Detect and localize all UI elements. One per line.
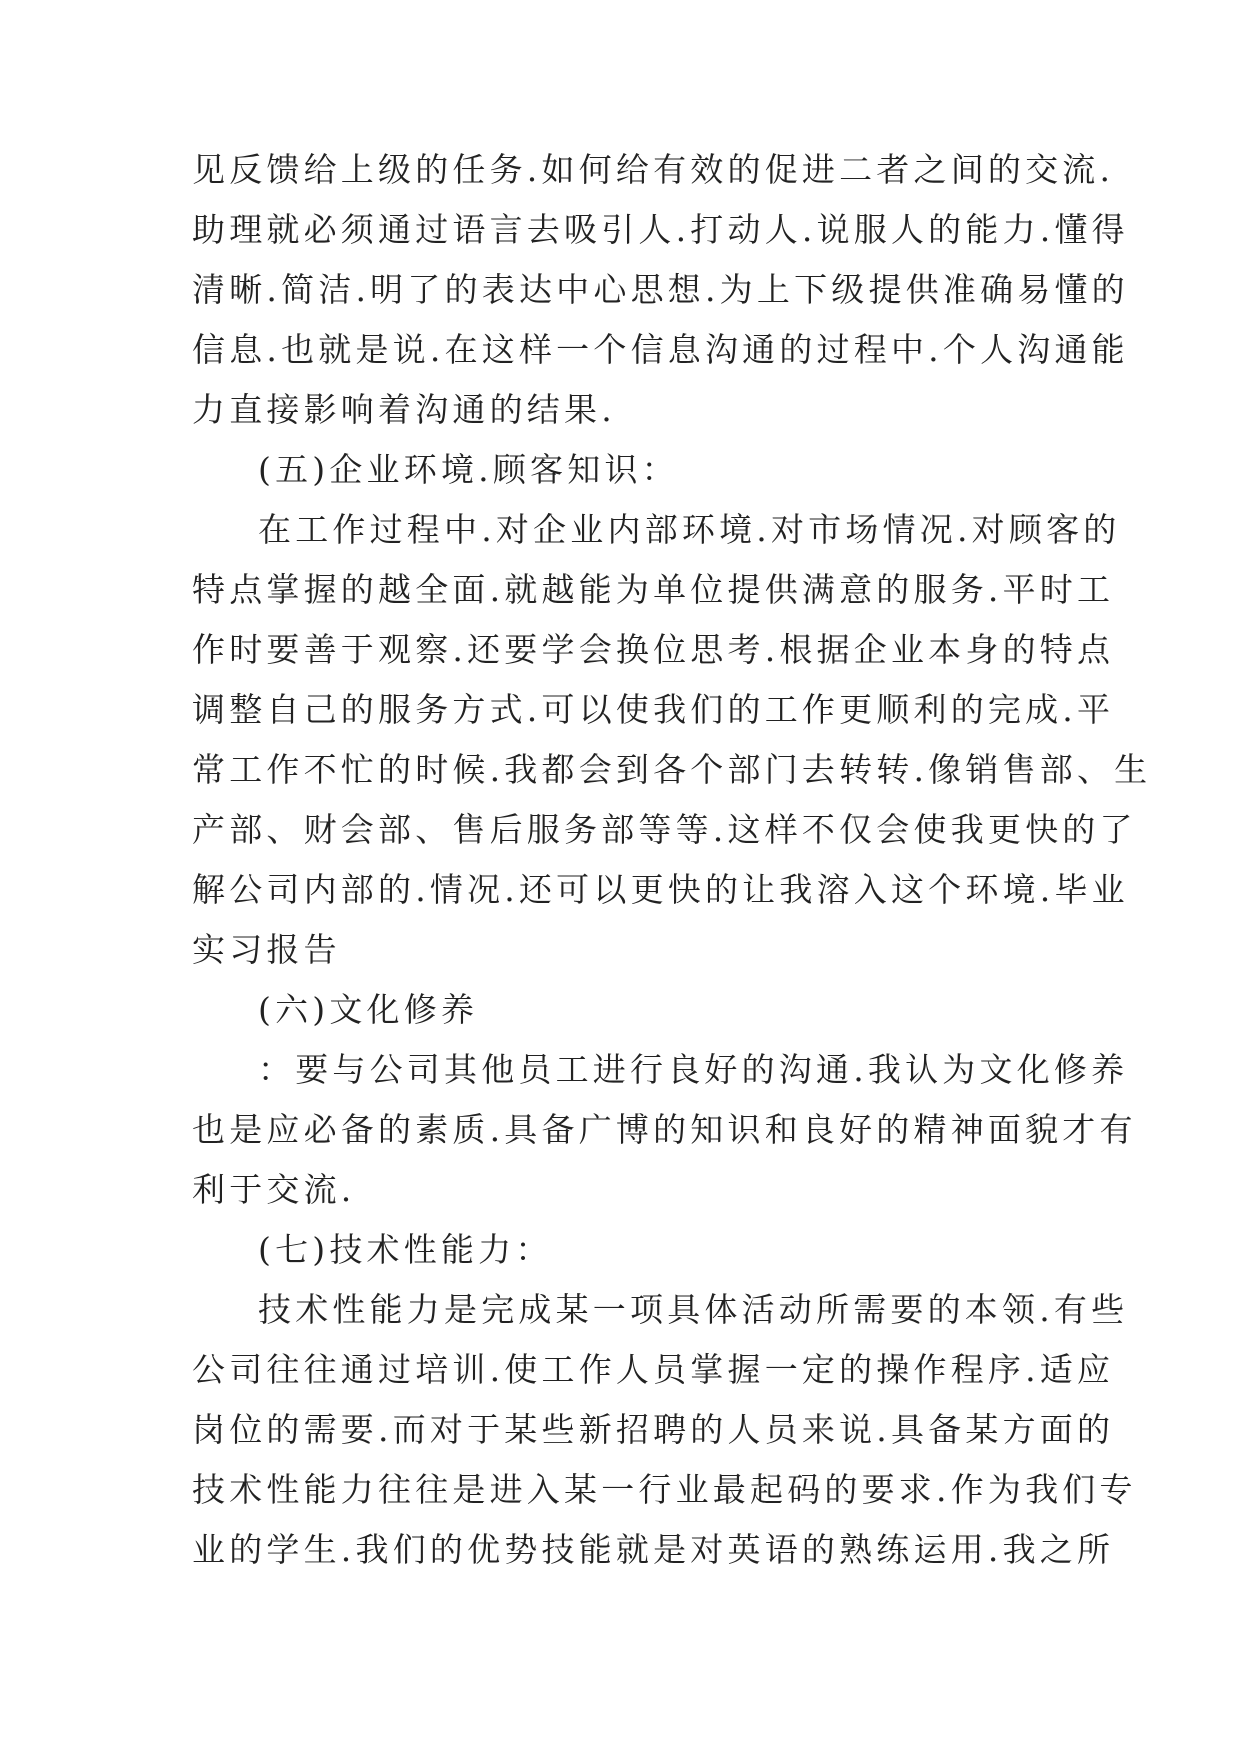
document-line: 解公司内部的.情况.还可以更快的让我溶入这个环境.毕业 — [192, 870, 1129, 909]
document-line: 利于交流. — [192, 1170, 356, 1209]
document-line: 常工作不忙的时候.我都会到各个部门去转转.像销售部、生 — [192, 750, 1152, 789]
document-line: 技术性能力往往是进入某一行业最起码的要求.作为我们专 — [192, 1470, 1137, 1509]
document-line: 见反馈给上级的任务.如何给有效的促进二者之间的交流. — [192, 150, 1115, 189]
document-line: 清晰.简洁.明了的表达中心思想.为上下级提供准确易懂的 — [192, 270, 1129, 309]
document-line: 技术性能力是完成某一项具体活动所需要的本领.有些 — [258, 1290, 1129, 1329]
document-line: 作时要善于观察.还要学会换位思考.根据企业本身的特点 — [192, 630, 1115, 669]
document-body — [192, 140, 1152, 1580]
document-line: 公司往往通过培训.使工作人员掌握一定的操作程序.适应 — [192, 1350, 1115, 1389]
document-line: 在工作过程中.对企业内部环境.对市场情况.对顾客的 — [258, 510, 1121, 549]
document-line: 岗位的需要.而对于某些新招聘的人员来说.具备某方面的 — [192, 1410, 1115, 1449]
document-line: 调整自己的服务方式.可以使我们的工作更顺利的完成.平 — [192, 690, 1115, 729]
document-line: (七)技术性能力： — [258, 1230, 553, 1269]
document-line: 特点掌握的越全面.就越能为单位提供满意的服务.平时工 — [192, 570, 1115, 609]
document-line: (六)文化修养 — [258, 990, 479, 1029]
document-line: 业的学生.我们的优势技能就是对英语的熟练运用.我之所 — [192, 1530, 1115, 1569]
document-line: ：要与公司其他员工进行良好的沟通.我认为文化修养 — [258, 1050, 1129, 1089]
document-line: 也是应必备的素质.具备广博的知识和良好的精神面貌才有 — [192, 1110, 1137, 1149]
document-line: 力直接影响着沟通的结果. — [192, 390, 616, 429]
document-line: 信息.也就是说.在这样一个信息沟通的过程中.个人沟通能 — [192, 330, 1129, 369]
document-line: (五)企业环境.顾客知识： — [258, 450, 679, 489]
document-line: 产部、财会部、售后服务部等等.这样不仅会使我更快的了 — [192, 810, 1137, 849]
document-line: 助理就必须通过语言去吸引人.打动人.说服人的能力.懂得 — [192, 210, 1129, 249]
document-line: 实习报告 — [192, 930, 341, 969]
